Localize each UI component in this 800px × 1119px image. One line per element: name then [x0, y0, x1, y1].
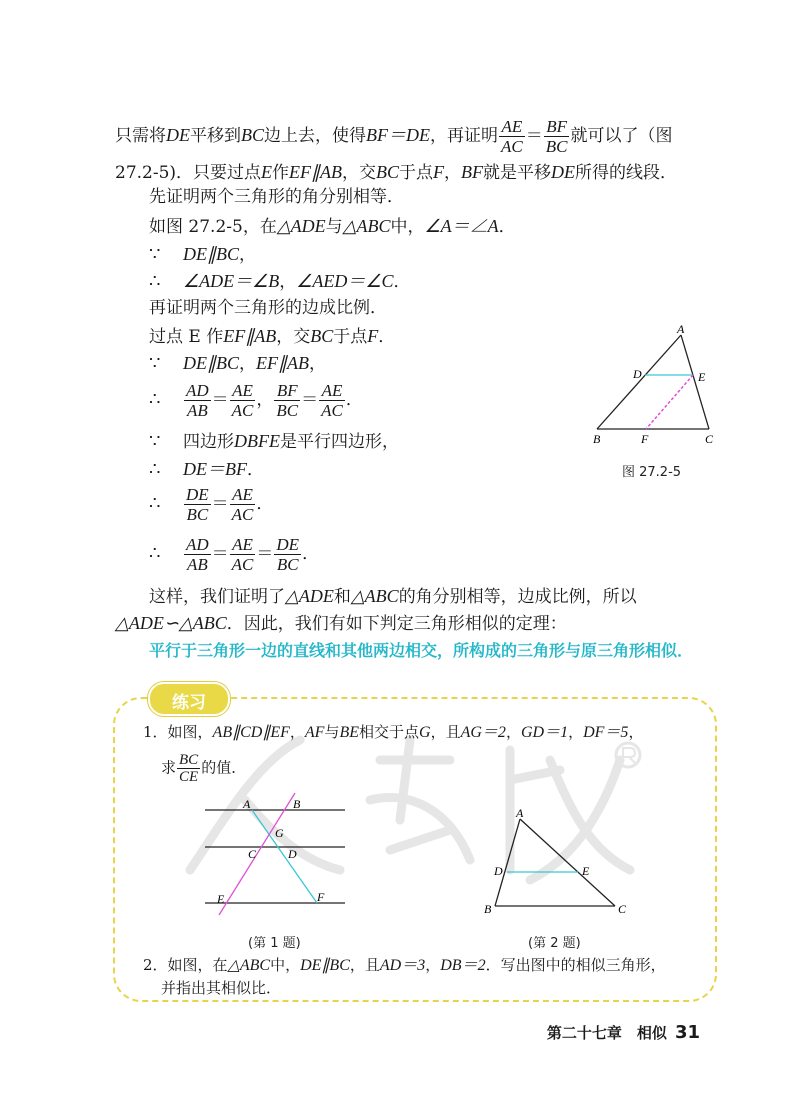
- text: ，交: [276, 327, 311, 347]
- figure-27-2-5: [585, 325, 725, 450]
- label-b: B: [593, 432, 601, 446]
- text: 并指出其相似比．: [161, 979, 282, 997]
- math: △ABC: [350, 586, 399, 606]
- text: ，: [568, 723, 584, 741]
- math: F: [433, 162, 445, 182]
- fraction-de-bc: $\frac{DE}{BC}$: [276, 535, 300, 574]
- equals: ＝: [211, 494, 229, 514]
- side-ac: [520, 819, 615, 906]
- text-line-11: [149, 430, 399, 453]
- label-c: C: [618, 902, 627, 916]
- math: BE: [339, 724, 359, 741]
- label-d: D: [494, 864, 503, 878]
- math: AB∥CD∥EF: [212, 724, 290, 741]
- equals: ＝: [211, 390, 229, 410]
- side-ab: [597, 335, 681, 429]
- text: 中，: [270, 956, 301, 974]
- question-1-line-2: [161, 752, 246, 785]
- fraction-bc-ce: $\frac{BC}{CE}$: [179, 752, 199, 785]
- text: ，: [425, 956, 441, 974]
- figure-question-1: [195, 790, 355, 920]
- equals: ＝: [525, 126, 543, 146]
- equals: ＝: [211, 544, 229, 564]
- text: ，: [308, 354, 326, 374]
- text: ，: [628, 723, 644, 741]
- text-line-12: [149, 458, 264, 481]
- text: ，: [505, 723, 521, 741]
- math: DBFE: [234, 431, 280, 451]
- side-ab: [495, 819, 520, 906]
- label-g: G: [275, 826, 284, 840]
- math: ∠AED＝∠C: [296, 271, 394, 291]
- text-line-7: [149, 297, 387, 319]
- fraction-bf-bc: $\frac{BF}{BC}$: [545, 117, 568, 156]
- exercise-tag: [148, 682, 230, 716]
- text: 平移到: [190, 126, 241, 146]
- text-line-9: [149, 352, 326, 375]
- text: ，再证明: [430, 126, 498, 146]
- text: 的角分别相等，边成比例，所以: [398, 587, 637, 607]
- text-line-6: [149, 270, 411, 293]
- fraction-ae-ac: $\frac{AE}{AC}$: [231, 485, 254, 524]
- text: ．: [345, 390, 363, 410]
- label-d: D: [633, 367, 642, 381]
- label-f: F: [641, 432, 649, 446]
- text: ．: [378, 327, 396, 347]
- math: DE＝BF: [183, 459, 247, 479]
- because-symbol: ∵: [149, 353, 161, 374]
- equals: ＝: [301, 390, 319, 410]
- fraction-ae-ac: $\frac{AE}{AC}$: [231, 381, 254, 420]
- text: ．写出图中的相似三角形，: [485, 956, 666, 974]
- text-line-15: [149, 585, 637, 608]
- text: ，: [239, 245, 256, 265]
- math: DE∥BC: [183, 353, 239, 373]
- page-number: 31: [674, 1022, 700, 1043]
- figure-1-caption: (第 1 题): [248, 936, 301, 951]
- text: 是平行四边形，: [279, 432, 399, 452]
- fraction-ae-ac: $\frac{AE}{AC}$: [231, 535, 254, 574]
- math: ∠A＝∠A: [424, 216, 499, 236]
- label-b: B: [293, 797, 301, 811]
- text-line-13: [149, 485, 273, 524]
- math: △ADE∽△ABC: [115, 613, 227, 633]
- figure-question-2: [480, 805, 630, 920]
- because-symbol: ∵: [149, 244, 161, 265]
- fraction-ae-ac: $\frac{AE}{AC}$: [321, 381, 343, 420]
- text: 2．如图，在: [143, 956, 228, 974]
- label-c: C: [705, 432, 714, 446]
- text: 与: [324, 723, 340, 741]
- text: 过点 E 作: [149, 327, 224, 347]
- text: ，且: [430, 723, 461, 741]
- text: 边上去，使得: [264, 126, 367, 146]
- math: EF∥AB: [289, 162, 343, 182]
- exercise-tag-label: 练习: [172, 693, 206, 713]
- text: ．: [498, 217, 516, 237]
- label-b: B: [484, 902, 492, 916]
- label-e: E: [217, 892, 225, 906]
- text: ，: [289, 723, 305, 741]
- text: ，: [239, 354, 256, 374]
- text: 与: [325, 217, 343, 237]
- math: DE: [551, 162, 576, 182]
- text: 先证明两个三角形的角分别相等．: [149, 187, 404, 207]
- text: ．: [393, 272, 411, 292]
- math: BC: [310, 326, 334, 346]
- math: △ADE: [285, 586, 334, 606]
- math: △ABC: [227, 957, 271, 974]
- text: ，交: [342, 163, 377, 183]
- equals: ＝: [256, 544, 274, 564]
- math: BC: [376, 162, 400, 182]
- label-a: A: [516, 806, 524, 820]
- text: ．: [256, 494, 274, 514]
- figure-2-caption: (第 2 题): [528, 936, 581, 951]
- question-2-line-1: [143, 955, 666, 976]
- math: AF: [304, 724, 325, 741]
- text: ，: [444, 163, 462, 183]
- text-line-5: [149, 243, 256, 266]
- math: △ABC: [342, 216, 391, 236]
- text: 所得的线段．: [575, 163, 678, 183]
- math: GD＝1: [520, 724, 569, 741]
- text: 就是平移: [483, 163, 552, 183]
- label-d: D: [288, 847, 297, 861]
- figure-caption: 图 27.2-5: [622, 465, 682, 480]
- fraction-ae-ac: $\frac{AE}{AC}$: [501, 117, 523, 156]
- math: ∠ADE＝∠B: [183, 271, 280, 291]
- label-a: A: [677, 325, 685, 336]
- text-line-14: [149, 535, 319, 574]
- math: DB＝2: [440, 957, 486, 974]
- fraction-de-bc: $\frac{DE}{BC}$: [186, 485, 209, 524]
- text-line-16: [115, 612, 567, 635]
- line-be: [219, 793, 295, 915]
- line-af: [252, 810, 317, 903]
- page-footer: [547, 1022, 700, 1043]
- therefore-symbol: ∴: [149, 271, 161, 292]
- math: △ADE: [276, 216, 326, 236]
- text: 和: [333, 587, 351, 607]
- text-line-8: [149, 325, 395, 348]
- text-line-3: [149, 186, 404, 208]
- therefore-symbol: ∴: [149, 389, 161, 410]
- text: 这样，我们证明了: [149, 587, 285, 607]
- text: 中，: [390, 217, 425, 237]
- math: E: [261, 162, 273, 182]
- text: ，: [279, 272, 297, 292]
- text: ．: [302, 544, 320, 564]
- text: 1．如图，: [143, 723, 213, 741]
- label-a: A: [243, 797, 251, 811]
- math: BF: [461, 162, 484, 182]
- theorem-statement: 平行于三角形一边的直线和其他两边相交，所构成的三角形与原三角形相似．: [149, 641, 694, 660]
- fraction-ad-ab: $\frac{AD}{AB}$: [186, 535, 209, 574]
- text: ，: [256, 390, 274, 410]
- question-2-line-2: [161, 978, 281, 998]
- text: 相交于点: [359, 723, 420, 741]
- text: 的值．: [201, 758, 247, 777]
- text: 如图 27.2-5，在: [149, 217, 277, 237]
- text: 再证明两个三角形的边成比例．: [149, 298, 387, 318]
- label-f: F: [317, 890, 325, 904]
- therefore-symbol: ∴: [149, 459, 161, 480]
- math: AG＝2: [460, 724, 506, 741]
- text: 只需将: [115, 126, 166, 146]
- math: BF＝DE: [366, 125, 430, 145]
- chapter-title: 第二十七章 相似: [546, 1024, 667, 1042]
- text-line-2: [115, 161, 677, 184]
- text: 于点: [333, 327, 368, 347]
- math: EF∥AB: [223, 326, 277, 346]
- math: DE∥BC: [300, 957, 350, 974]
- label-e: E: [582, 864, 590, 878]
- fraction-ad-ab: $\frac{AD}{AB}$: [186, 381, 209, 420]
- math: G: [419, 724, 431, 741]
- text: ．: [246, 460, 264, 480]
- because-symbol: ∵: [149, 431, 161, 452]
- text: 于点: [399, 163, 434, 183]
- question-1-line-1: [143, 722, 643, 743]
- math: F: [367, 326, 379, 346]
- text: 作: [272, 163, 290, 183]
- text-line-10: [149, 381, 363, 420]
- math: EF∥AB: [256, 353, 309, 373]
- fraction-bf-bc: $\frac{BF}{BC}$: [276, 381, 299, 420]
- text: 求: [161, 758, 177, 777]
- math: DE∥BC: [183, 244, 239, 264]
- math: DE: [166, 125, 190, 145]
- math: DF＝5: [583, 724, 629, 741]
- math: BC: [241, 125, 265, 145]
- therefore-symbol: ∴: [149, 493, 161, 514]
- label-e: E: [698, 370, 706, 384]
- text: ．因此，我们有如下判定三角形相似的定理：: [226, 614, 567, 634]
- math: AD＝3: [379, 957, 426, 974]
- label-c: C: [248, 847, 257, 861]
- text: ，且: [349, 956, 380, 974]
- text: 就可以了（图: [570, 126, 673, 146]
- text-line-1: [115, 117, 672, 156]
- text: 27.2-5)．只要过点: [115, 163, 262, 183]
- text-line-4: [149, 215, 516, 238]
- therefore-symbol: ∴: [149, 543, 161, 564]
- text: 四边形: [183, 432, 234, 452]
- segment-ef: [646, 375, 693, 429]
